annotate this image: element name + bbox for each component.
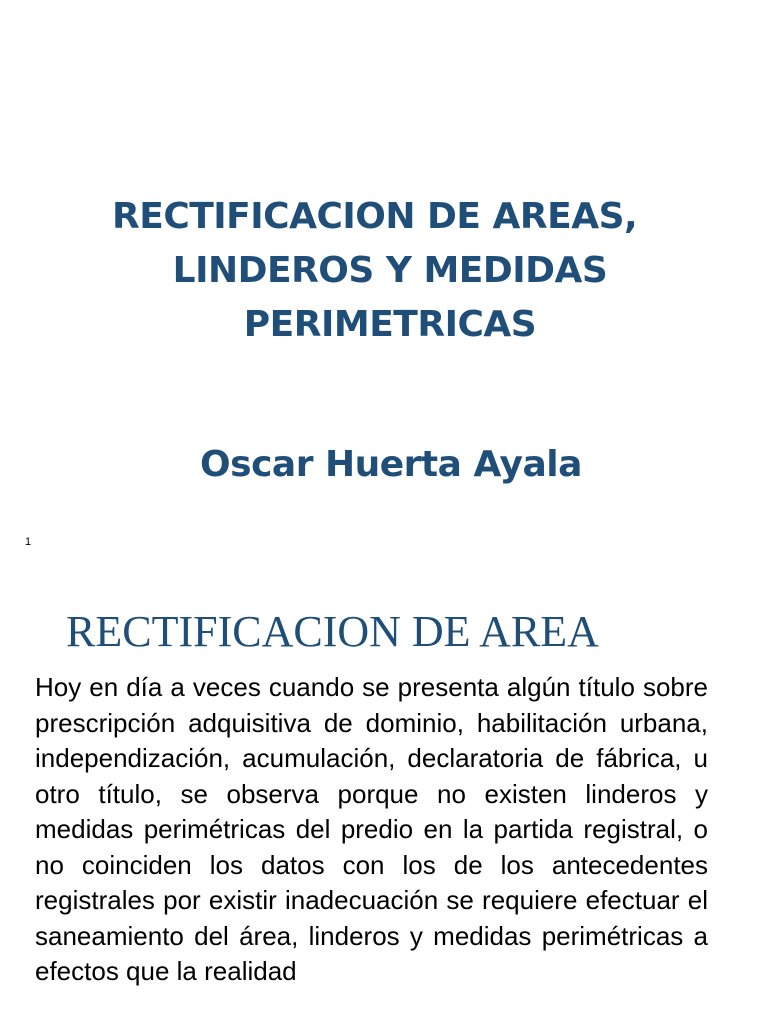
slide-title [60,190,720,352]
slide-title-line-2: LINDEROS Y MEDIDAS [172,250,608,291]
slide-title-line-1: RECTIFICACION DE AREAS, [112,196,638,237]
section-heading: RECTIFICACION DE AREA [66,607,599,656]
author-name: Oscar Huerta Ayala [200,444,582,485]
slide-title-line-3: PERIMETRICAS [243,304,537,345]
body-paragraph: Hoy en día a veces cuando se presenta algún título sobre prescripción adquisitiva de dominio, habilitación urbana, independización, acumulación, declaratoria de fábrica, u otro título, se observa porque no existen linderos y medidas perimétricas del predio en la partida registral, o no coinciden los datos con los de los antecedentes registrales por existir inadecuación se requiere efectuar el saneamiento del área, linderos y medidas perimétricas a efectos que la realidad [35,672,708,986]
page-number: 1 [25,536,32,548]
